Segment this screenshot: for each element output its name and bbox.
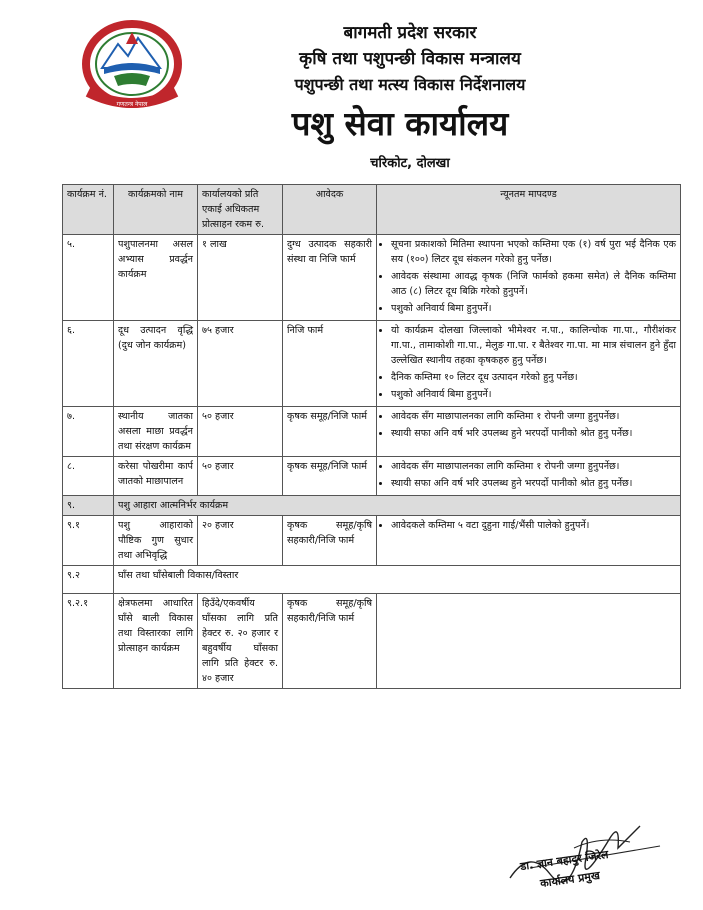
row-number: ५. <box>63 235 114 321</box>
program-table <box>62 184 681 689</box>
section-title: घाँस तथा घाँसेबाली विकास/विस्तार <box>114 566 681 594</box>
table-row <box>63 457 681 496</box>
criteria-item: • सूचना प्रकाशको मितिमा स्थापना भएको कम्तिमा एक (१) वर्ष पुरा भई दैनिक एक सय (१००) लिटर दूध संकलन गरेको हुनु पर्नेछ। <box>391 237 676 267</box>
government-emblem-icon <box>74 14 190 112</box>
program-name: पशु आहाराको पौष्टिक गुण सुधार तथा अभिवृद्धि <box>114 516 198 566</box>
applicant: कृषक समूह/निजि फार्म <box>283 407 377 457</box>
criteria-item: • यो कार्यक्रम दोलखा जिल्लाको भीमेश्वर न.पा., कालिन्चोक गा.पा., गौरीशंकर गा.पा., तामाकोशी गा.पा., मेलुङ गा.पा. र बैतेश्वर गा.पा. मा मात्र संचालन हुने हुँदा उल्लेखित स्थानीय तहका कृषकहरु हुनु पर्नेछ। <box>391 323 676 368</box>
applicant: कृषक समूह/कृषि सहकारी/निजि फार्म <box>283 516 377 566</box>
criteria-cell <box>377 516 681 566</box>
criteria-item: • स्थायी सफा अनि वर्ष भरि उपलब्ध हुने भरपर्दो पानीको श्रोत हुनु पर्नेछ। <box>391 426 676 441</box>
section-row <box>63 566 681 594</box>
signatory-name: डा. ज्ञान बहादुर जिरेल <box>519 847 610 874</box>
office-title: पशु सेवा कार्यालय <box>291 104 509 143</box>
criteria-item: • दैनिक कम्तिमा १० लिटर दूध उत्पादन गरेको हुनु पर्नेछ। <box>391 370 676 385</box>
row-number: ९.२.१ <box>63 594 114 689</box>
table-row <box>63 235 681 321</box>
applicant: कृषक समूह/कृषि सहकारी/निजि फार्म <box>283 594 377 689</box>
criteria-item: • आवेदक सँग माछापालनका लागि कम्तिमा १ रोपनी जग्गा हुनुपर्नेछ। <box>391 459 676 474</box>
applicant: कृषक समूह/निजि फार्म <box>283 457 377 496</box>
incentive-amount: ५० हजार <box>198 457 283 496</box>
criteria-item: • आवेदक सँग माछापालनका लागि कम्तिमा १ रोपनी जग्गा हुनुपर्नेछ। <box>391 409 676 424</box>
criteria-cell <box>377 594 681 689</box>
table-row <box>63 516 681 566</box>
directorate-title: पशुपन्छी तथा मत्स्य विकास निर्देशनालय <box>294 75 526 94</box>
criteria-cell <box>377 457 681 496</box>
program-name: दूध उत्पादन वृद्धि (दुध जोन कार्यक्रम) <box>114 321 198 407</box>
signatory-title: कार्यालय प्रमुख <box>539 868 601 891</box>
applicant: दुग्ध उत्पादक सहकारी संस्था वा निजि फार्म <box>283 235 377 321</box>
criteria-cell <box>377 321 681 407</box>
incentive-amount: हिउँदे/एकवर्षीय घाँसका लागि प्रति हेक्टर रु. २० हजार र बहुवर्षीय घाँसका लागि प्रति हेक्टर रु. ४० हजार <box>198 594 283 689</box>
section-title: पशु आहारा आत्मनिर्भर कार्यक्रम <box>114 496 681 516</box>
svg-text:गणतन्त्र नेपाल: गणतन्त्र नेपाल <box>116 101 148 108</box>
incentive-amount: ७५ हजार <box>198 321 283 407</box>
row-number: ९.२ <box>63 566 114 594</box>
program-name: क्षेत्रफलमा आधारित घाँसे बाली विकास तथा विस्तारका लागि प्रोत्साहन कार्यक्रम <box>114 594 198 689</box>
applicant: निजि फार्म <box>283 321 377 407</box>
row-number: ७. <box>63 407 114 457</box>
row-number: ९. <box>63 496 114 516</box>
col-header-number: कार्यक्रम नं. <box>63 185 114 235</box>
col-header-incentive-amount: कार्यालयको प्रति एकाई अधिकतम प्रोत्साहन रकम रु. <box>198 185 283 235</box>
incentive-amount: १ लाख <box>198 235 283 321</box>
program-name: पशुपालनमा असल अभ्यास प्रवर्द्धन कार्यक्रम <box>114 235 198 321</box>
col-header-program-name: कार्यक्रमको नाम <box>114 185 198 235</box>
table-row <box>63 321 681 407</box>
incentive-amount: ५० हजार <box>198 407 283 457</box>
criteria-item: • आवेदक संस्थामा आवद्ध कृषक (निजि फार्मको हकमा समेत) ले दैनिक कम्तिमा आठ (८) लिटर दूध बिक्रि गरेको हुनुपर्ने। <box>391 269 676 299</box>
criteria-item: • पशुको अनिवार्य बिमा हुनुपर्ने। <box>391 387 676 402</box>
row-number: ६. <box>63 321 114 407</box>
row-number: ८. <box>63 457 114 496</box>
program-name: करेसा पोखरीमा कार्प जातको माछापालन <box>114 457 198 496</box>
criteria-item: • स्थायी सफा अनि वर्ष भरि उपलब्ध हुने भरपर्दो पानीको श्रोत हुनु पर्नेछ। <box>391 476 676 491</box>
incentive-amount: २० हजार <box>198 516 283 566</box>
criteria-item: • आवेदकले कम्तिमा ५ वटा दुहुना गाई/भैंसी पालेको हुनुपर्ने। <box>391 518 676 533</box>
section-row <box>63 496 681 516</box>
col-header-applicant: आवेदक <box>283 185 377 235</box>
table-row <box>63 407 681 457</box>
criteria-cell <box>377 235 681 321</box>
criteria-cell <box>377 407 681 457</box>
criteria-item: • पशुको अनिवार्य बिमा हुनुपर्ने। <box>391 301 676 316</box>
province-government-title: बागमती प्रदेश सरकार <box>343 23 477 43</box>
col-header-criteria: न्यूनतम मापदण्ड <box>377 185 681 235</box>
program-name: स्थानीय जातका असला माछा प्रवर्द्धन तथा संरक्षण कार्यक्रम <box>114 407 198 457</box>
table-header-row <box>63 185 681 235</box>
table-row <box>63 594 681 689</box>
ministry-title: कृषि तथा पशुपन्छी विकास मन्त्रालय <box>299 49 521 69</box>
row-number: ९.१ <box>63 516 114 566</box>
office-location: चरिकोट, दोलखा <box>370 156 450 171</box>
